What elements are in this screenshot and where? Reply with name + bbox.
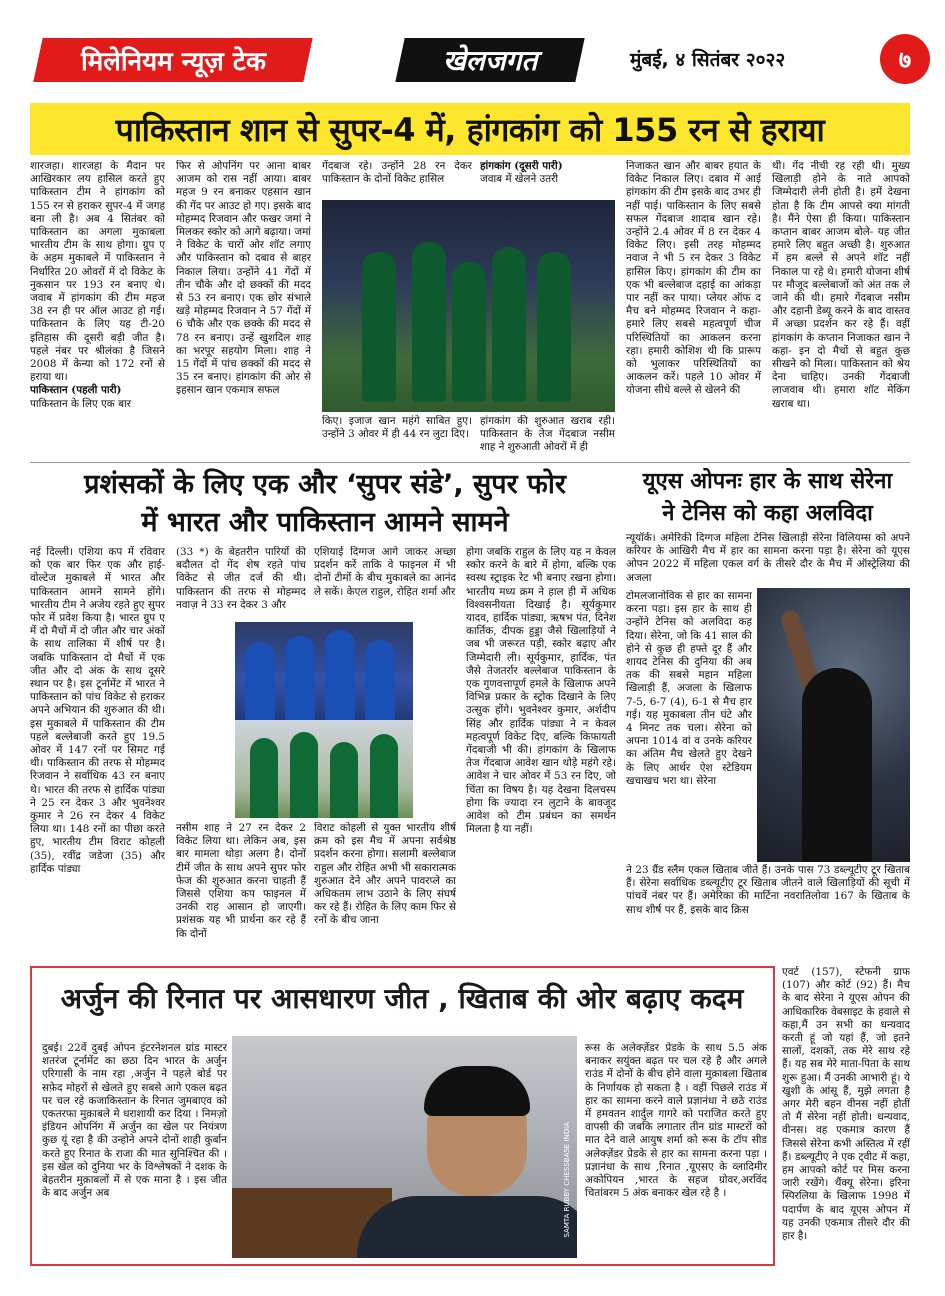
story2-col3-bottom-text: विराट कोहली से युक्त भारतीय शीर्ष क्रम को इस मैच में अपना सर्वश्रेष्ठ प्रदर्शन करना होगा। सलामी बल्लेबाज राहुल और रोहित अभी भी सकारात्मक शुरुआत देने और अपने पावरप्ले का अधिकतम लाभ उठाने के लिए संघर्ष कर रहे हैं। रोहित के लिए काम फिर से रनों के बीच जाना [314,822,456,927]
story3-headline [625,466,910,530]
page-number: ७ [880,34,930,84]
story1-column-3-top [322,160,472,196]
pakistan-celebration-photo [235,720,413,818]
story4-column-2 [585,1042,767,1252]
brand-logo: मिलेनियम न्यूज़ टेक [33,38,312,82]
story3-headline-line-2: ने टेनिस को कहा अलविदा [662,501,873,526]
serena-williams-photo [757,588,910,862]
story4-col1-text: दुबई। 22वें दुबई ओपन इंटरनेशनल ग्रांड मास्टर शतरंज टूर्नामेंट का छठा दिन भारत के अर्जुन एरिगासी के नाम रहा ,अर्जुन ने पहले बोर्ड पर सफ़ेद मोहरों से खेलते हुए सबसे आगे एकल बढ़त पर चल रहे कजाकिस्तान के रिनात जुमबाएव को एकतरफा मुक़ाबले मे धराशायी कर दिया । निमज़ो इंडियन ओपनिंग में अर्जुन का खेल पर नियंत्रण कुछ यूं रहा है की उन्होने अपने दोनों शाही कुर्बान करते हुए रिनात के राजा की मात सुनिश्चित की । इस खेल को दुनिया भर के विश्लेषकों ने दशक के बेहतरीन मुक़ाबलों में से एक माना है । इस जीत के बाद अर्जुन अब [42,1042,227,1200]
story1-column-2 [176,160,311,460]
story1-headline: पाकिस्तान शान से सुपर-4 में, हांगकांग को 155 रन से हराया [30,103,910,155]
story2-headline [30,466,620,542]
story2-column-2-top [176,546,306,618]
masthead [30,32,910,88]
story2-column-3-bottom [314,822,456,962]
story2-col1-text: नई दिल्ली। एशिया कप में रविवार को एक बार फिर एक और हाई-वोल्टेज मुकाबले में भारत और पाकिस्तान आमने सामने होंगे। भारतीय टीम ने अजेय रहते हुए सुपर फोर में प्रवेश किया है। भारत ग्रुप ए में दो मैचों में दो जीत और चार अंकों के साथ तालिका में शीर्ष पर है। जबकि पाकिस्तान दो मैचों में एक जीत और दो अंक के साथ दूसरे स्थान पर है। इस टूर्नामेंट में भारत ने पाकिस्तान को पांच विकेट से हराकर अपने अभियान की शुरुआत की थी। इस मुकाबले में पाकिस्तान की टीम पहले बल्लेबाजी करते हुए 19.5 ओवर में 147 रनों पर सिमट गई थी। पाकिस्तान की तरफ से मोहम्मद रिजवान ने सर्वाधिक 43 रन बनाए थे। भारत की तरफ से हार्दिक पांड्या ने 25 रन देकर 3 और भुवनेश्वर कुमार ने 26 रन देकर 4 विकेट लिया था। 148 रनों का पीछा करते हुए, भारतीय टीम विराट कोहली (35), रवींद्र जडेजा (35) और हार्दिक पांड्या [30,546,165,875]
story3-wide-text [626,864,910,964]
story1-column-6 [772,160,910,460]
divider [30,462,910,463]
pakistan-team-photo [322,200,615,412]
story2-headline-line-2: में भारत और पाकिस्तान आमने सामने [141,507,509,538]
story1-column-4-bottom [480,415,615,463]
story2-column-1 [30,546,165,962]
story4-col2-text: रूस के अलेक्ज़ेंडर प्रेडके के साथ 5.5 अंक बनाकर सयुंक्त बढ़त पर चल रहे है और अगले राउंड में दोनों के बीच होने वाला मुक़ाबला खिताब के निर्णायक हो सकता है । वहीं पिछले राउंड में हार का सामना करने वाले प्रज्ञानंधा ने छठे राउंड में हमवतन शार्दुल गागरे को पराजित करते हुए वापसी की जबकि लगातार तीन ग्रांड मास्टरों को मात देने वाले आयुष शर्मा को रूस के टॉप सीड अलेक्ज़ेंडर प्रेडके से हार का सामना करना पड़ा । प्रज्ञानंधा के साथ ,रिनात ,यूएसए के व्लादिमीर अकोपियन ,भारत के सहज ग्रोवर,अरविंद चितांबरम 5 अंक बनाकर खेल रहे है । [585,1042,767,1200]
story1-col6-text: थी। गेंद नीची रह रही थी। मुख्य खिलाड़ी होने के नाते आपको जिम्मेदारी लेनी होती है। हमें देखना होता है कि टीम आपसे क्या मांगती है। मैंने ऐसा ही किया। पाकिस्तान कप्तान बाबर आजम बोले- यह जीत हमारे लिए बहुत अच्छी है। शुरुआत में हम बल्ले से अपने शॉट नहीं निकाल पा रहे थे। हमारी योजना शीर्ष पर मौजूद बल्लेबाजों को अंत तक ले जाने की थी। हमारे गेंदबाज नसीम और दहानी डेब्यू करने के बाद वास्तव में अच्छा प्रदर्शन कर रहे हैं। वहीं हांगकांग के कप्तान निजाकत खान ने कहा- इन दो मैचों से बहुत कुछ सीखने को मिला। पाकिस्तान को श्रेय देना चाहिए। उनकी गेंदबाजी लाजवाब थी। हमारा शॉट मेकिंग खराब था। [772,160,910,410]
story4-headline: अर्जुन की रिनात पर आसधारण जीत , खिताब की ओर बढ़ाए कदम [60,982,744,1015]
section-title: खेलजगत [395,38,584,82]
india-team-photo [235,622,413,720]
story2-col2-bottom-text: नसीम शाह ने 27 रन देकर 2 विकेट लिया था। लेकिन अब, इस बार मामला थोड़ा अलग है। दोनों टीमें जीत के साथ अपने सुपर फोर फेज की शुरुआत करना चाहती हैं जिससे एशिया कप फाइनल में उनकी राह आसान हो जाएगी। प्रशंसक यह भी प्रार्थना कर रहे हैं कि दोनों [176,822,306,940]
story3-headline-line-1: यूएस ओपनः हार के साथ सेरेना [642,469,893,494]
story2-column-2-bottom [176,822,306,962]
story3-side-column [626,590,752,862]
story1-col1-text: शारजहा। शारजहा के मैदान पर आखिरकार लय हासिल करते हुए पाकिस्तान टीम ने हांगकांग को 155 रन से हराकर सुपर-4 में जगह बना ली है। अब 4 सितंबर को पाकिस्तान का अगला मुकाबला भारतीय टीम के साथ होगा। ग्रुप ए के अहम मुकाबले में पाकिस्तान ने निर्धारित 20 ओवरों में दो विकेट के नुकसान पर 193 रन बनाए थे। जवाब में हांगकांग की टीम महज 38 रन ही पर ऑल आउट हो गई। पाकिस्तान के लिए यह टी-20 इतिहास की दूसरी बड़ी जीत है। पहले नंबर पर श्रीलंका है जिसने 2008 में केन्या को 172 रनों से हराया था। [30,160,165,384]
story1-subhead-1: पाकिस्तान (पहली पारी) [30,384,122,397]
story3-bottom-text: एवर्ट (157), स्टेफनी ग्राफ (107) और कोर्ट (92) हैं। मैच के बाद सेरेना ने यूएस ओपन की आधिकारिक वेबसाइट के हवाले से कहा,मैं उन सभी का धन्यवाद करती हूं जो यहां हैं, जो इतने सालों, दशकों, तक मेरे साथ रहे हैं। यह सब मेरे माता-पिता के साथ शुरू हुआ। मैं उनकी आभारी हूं। ये खुशी के आंसू हैं, मुझे लगता है अगर मेरी बहन वीनस नहीं होतीं तो मैं सेरेना नहीं होती। धन्यवाद, वीनस। वह एकमात्र कारण हैं जिससे सेरेना कभी अस्तित्व में रहीं हैं। डब्ल्यूटीए ने एक ट्वीट में कहा, हम आपको कोर्ट पर मिस करना जारी रखेंगे। थैंक्यू सेरेना। इरिना स्पिरलिया के खिलाफ 1998 में पदार्पण के बाद यूएस ओपन में यह उनकी एकमात्र तीसरे दौर की हार है। [782,966,910,1243]
story1-col4-bottom-text: हांगकांग की शुरुआत खराब रही। पाकिस्तान के तेज गेंदबाज नसीम शाह ने शुरुआती ओवरों में ही [480,415,615,454]
story1-col4-top-text: जवाब में खेलने उतरी [480,173,559,186]
story3-side-text: टोमलजानोविक से हार का सामना करना पड़ा। इस हार के साथ ही उन्होंने टेनिस को अलविदा कह दिया। सेरेना, जो कि 41 साल की होने से कुछ ही हफ्ते दूर हैं और शायद टेनिस की दुनिया की अब तक की सबसे महान महिला खिलाड़ी हैं, अजला के खिलाफ 7-5, 6-7 (4), 6-1 से मैच हार गई। यह मुकाबला तीन घंटे और 4 मिनट तक चला। सेरेना को अपना 1014 वां व उनके करियर का अंतिम मैच खेलते हुए देखने के लिए आर्थर ऐश स्टेडियम खचाखच भरा था। सेरेना [626,590,752,787]
arjun-erigaisi-photo [232,1036,577,1258]
story2-col4-text: होगा जबकि राहुल के लिए यह न केवल स्कोर करने के बारे में होगा, बल्कि एक स्वस्थ स्ट्राइक रेट भी बनाए रखना होगा। भारतीय मध्य क्रम ने हाल ही में अधिक विश्वसनीयता दिखाई है। सूर्यकुमार यादव, हार्दिक पांड्या, ऋषभ पंत, दिनेश कार्तिक, दीपक हुड्डा जैसे खिलाड़ियों ने जब भी जरूरत पड़ी, स्कोर बढ़ाए और जिम्मेदारी ली। सूर्यकुमार, हार्दिक, पंत जैसे तेजतर्रार बल्लेबाज पाकिस्तान के एक गुणवत्तापूर्ण हमले के खिलाफ अपने विभिन्न प्रकार के स्ट्रोक दिखाने के लिए उत्सुक होंगे। भुवनेश्वर कुमार, अर्शदीप सिंह और हार्दिक पांड्या ने न केवल महत्वपूर्ण विकेट दिए, बल्कि किफायती गेंदबाजी भी की। हांगकांग के खिलाफ तेज गेंदबाज आवेश खान थोड़े महंगे रहे। आवेश ने चार ओवर में 53 रन दिए, जो चिंता का विषय है। यह देखना दिलचस्प होगा कि ज्यादा रन लुटाने के बावजूद आवेश को टीम प्रबंधन का समर्थन मिलता है या नहीं। [466,546,616,836]
story1-column-5 [626,160,761,460]
story2-col2-top-text: (33 *) के बेहतरीन पारियों की बदौलत दो गेंद शेष रहते पांच विकेट से जीत दर्ज की थी। पाकिस्तान की तरफ से मोहम्मद नवाज़ ने 33 रन देकर 3 और [176,546,306,611]
story2-headline-line-1: प्रशंसकों के लिए एक और ‘सुपर संडे’, सुपर फोर [84,469,566,500]
story2-col3-top-text: एशियाई दिग्गज आगे जाकर अच्छा प्रदर्शन करें ताकि वे फाइनल में भी दोनों टीमों के बीच मुकाबले का आनंद ले सकें। केएल राहुल, रोहित शर्मा और [314,546,456,598]
story3-intro [626,532,910,586]
story3-wide-text-content: ने 23 ग्रैंड स्लैम एकल खिताब जीते हैं। उनके पास 73 डब्ल्यूटीए टूर खिताब हैं। सेरेना सर्वाधिक डब्ल्यूटीए टूर खिताब जीतने वाले खिलाड़ियों की सूची में पांचवें नंबर पर हैं। अमेरिका की मार्टिना नवरातिलोवा 167 के खिताब के साथ शीर्ष पर हैं, इसके बाद क्रिस [626,864,910,916]
dateline: मुंबई, ४ सितंबर २०२२ [630,49,786,71]
story1-col2-text: फिर से ओपनिंग पर आना बाबर आजम को रास नहीं आया। बाबर महज 9 रन बनाकर एहसान खान की गेंद पर आउट हो गए। इसके बाद मोहम्मद रिजवान और फखर जमां ने मिलकर स्कोर को आगे बढ़ाया। जमां ने विकेट के चारों ओर शॉट लगाए और पाकिस्तान को दबाव से बाहर निकाल लिया। उन्होंने 41 गेंदों में तीन चौके और दो छक्कों की मदद से 53 रन बनाए। एक छोर संभाले खड़े मोहम्मद रिजवान ने 57 गेंदों में 6 चौके और एक छक्के की मदद से 78 रन बनाए। उन्हें खुशदिल शाह का भरपूर सहयोग मिला। शाह ने 15 गेंदों में पांच छक्कों की मदद से 35 रन बनाए। हांगकांग की ओर से इहसान खान एकमात्र सफल [176,160,311,397]
story1-col3-top-text: गेंदबाज रहे। उन्होंने 28 रन देकर पाकिस्तान के दोनों विकेट हासिल [322,160,472,186]
story2-column-3-top [314,546,456,618]
story1-column-1 [30,160,165,460]
story1-subhead-2: हांगकांग (दूसरी पारी) [480,160,563,172]
story3-bottom-column [782,966,910,1266]
story3-intro-text: न्यूयॉर्क। अमेरिकी दिग्गज महिला टेनिस खिलाड़ी सेरेना विलियम्स को अपने करियर के आखिरी मैच में हार का सामना करना पड़ा है। सेरेना को यूएस ओपन 2022 में महिला एकल वर्ग के तीसरे दौर के मैच में ऑस्ट्रेलिया की अजला [626,532,910,584]
story2-column-4 [466,546,616,962]
story1-col1-tail: पाकिस्तान के लिए एक बार [30,397,131,410]
chess-story-box [30,966,775,1266]
story1-column-4-top [480,160,615,196]
story1-column-3-bottom [322,415,472,463]
story1-col3-bottom-text: किए। इजाज खान महंगे साबित हुए। उन्होंने 3 ओवर में ही 44 रन लुटा दिए। [322,415,472,441]
story1-col5-text: निजाकत खान और बाबर हयात के विकेट निकाल लिए। दबाव में आई हांगकांग की टीम इसके बाद उभर ही नहीं पाई। पाकिस्तान के लिए सबसे सफल गेंदबाज शादाब खान रहे। उन्होंने 2.4 ओवर में 8 रन देकर 4 विकेट लिए। इसी तरह मोहम्मद नवाज ने भी 5 रन देकर 3 विकेट हासिल किए। हांगकांग की टीम का एक भी बल्लेबाज दहाई का आंकड़ा पार नहीं कर पाया। प्लेयर ऑफ द मैच बने मोहम्मद रिजवान ने कहा- हमारे लिए सबसे महत्वपूर्ण चीज परिस्थितियों का आकलन करना रहा। हमारी कोशिश थी कि प्रारूप को भुलाकर परिस्थितियों का आकलन करें। पहले 10 ओवर में योजना सीधे बल्ले से खेलने की [626,160,761,397]
story4-column-1 [42,1042,227,1252]
photo-credit: SAMTA RUBBY CHESSBASE INDIA [563,1122,571,1238]
